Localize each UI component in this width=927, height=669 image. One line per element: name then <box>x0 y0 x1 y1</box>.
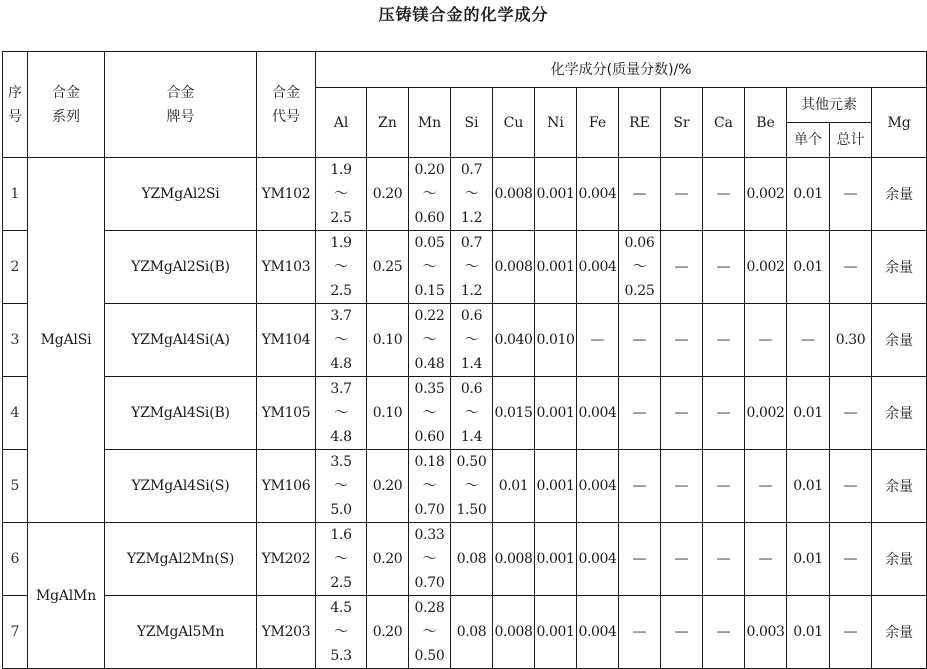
table-row <box>3 304 927 377</box>
other-single-header: 单个 <box>787 123 830 158</box>
cell-cu: 0.008 <box>493 596 535 669</box>
range-min: 3.7 <box>330 308 352 324</box>
cell-be: 0.002 <box>745 231 787 304</box>
range-max: 0.70 <box>414 502 445 518</box>
range-tilde: ～ <box>334 259 348 275</box>
cell-ca: — <box>703 450 745 523</box>
seq-header-line2: 号 <box>8 108 22 125</box>
grade-cell: YZMgAl5Mn <box>105 596 257 669</box>
cell-sr: — <box>661 523 703 596</box>
element-header-zn: Zn <box>367 88 409 158</box>
range-max: 4.8 <box>330 429 352 445</box>
grade-header <box>105 52 257 158</box>
mg-header: Mg <box>872 88 927 158</box>
code-cell: YM106 <box>257 450 316 523</box>
cell-re: — <box>619 596 661 669</box>
cell-re: — <box>619 523 661 596</box>
cell-fe: 0.004 <box>577 596 619 669</box>
cell-be: 0.002 <box>745 377 787 450</box>
cell-mg: 余量 <box>872 231 927 304</box>
cell-mg: 余量 <box>872 377 927 450</box>
cell-mn <box>409 377 451 450</box>
cell-ni: 0.010 <box>535 304 577 377</box>
element-header-be: Be <box>745 88 787 158</box>
range-tilde: ～ <box>334 332 348 348</box>
range-min: 1.9 <box>330 235 352 251</box>
cell-si <box>451 158 493 231</box>
row-seq: 6 <box>3 523 28 596</box>
cell-al <box>316 304 367 377</box>
cell-mg: 余量 <box>872 158 927 231</box>
cell-al <box>316 523 367 596</box>
cell-al <box>316 450 367 523</box>
cell-ni: 0.001 <box>535 523 577 596</box>
grade-cell: YZMgAl2Si(B) <box>105 231 257 304</box>
cell-ni: 0.001 <box>535 158 577 231</box>
range-tilde: ～ <box>422 551 437 567</box>
cell-single: 0.01 <box>787 377 830 450</box>
cell-si: 0.08 <box>451 523 493 596</box>
range-tilde: ～ <box>422 186 437 202</box>
range-max: 0.60 <box>414 429 445 445</box>
cell-fe: 0.004 <box>577 523 619 596</box>
cell-be: 0.003 <box>745 596 787 669</box>
range-tilde: ～ <box>422 332 437 348</box>
cell-ni: 0.001 <box>535 450 577 523</box>
range-tilde: ～ <box>422 405 437 421</box>
cell-mg: 余量 <box>872 304 927 377</box>
range-tilde: ～ <box>632 259 647 275</box>
range-tilde: ～ <box>334 624 348 640</box>
cell-ca: — <box>703 158 745 231</box>
other-total-header: 总计 <box>830 123 872 158</box>
code-cell: YM203 <box>257 596 316 669</box>
cell-mg: 余量 <box>872 523 927 596</box>
cell-mg: 余量 <box>872 596 927 669</box>
cell-zn: 0.20 <box>367 450 409 523</box>
element-header-mn: Mn <box>409 88 451 158</box>
code-cell: YM104 <box>257 304 316 377</box>
cell-ca: — <box>703 304 745 377</box>
cell-cu: 0.008 <box>493 523 535 596</box>
range-tilde: ～ <box>334 478 348 494</box>
code-cell: YM102 <box>257 158 316 231</box>
cell-mn <box>409 304 451 377</box>
cell-single: — <box>787 304 830 377</box>
table-row <box>3 377 927 450</box>
cell-single: 0.01 <box>787 596 830 669</box>
range-min: 0.18 <box>414 454 445 470</box>
cell-mn <box>409 231 451 304</box>
range-tilde: ～ <box>334 186 348 202</box>
range-tilde: ～ <box>464 186 479 202</box>
grade-cell: YZMgAl4Si(S) <box>105 450 257 523</box>
cell-zn: 0.20 <box>367 596 409 669</box>
page-title: 压铸镁合金的化学成分 <box>378 5 549 24</box>
code-header-line2: 代号 <box>272 108 300 125</box>
cell-total: — <box>830 231 872 304</box>
range-tilde: ～ <box>464 259 479 275</box>
cell-re: — <box>619 450 661 523</box>
cell-zn: 0.25 <box>367 231 409 304</box>
cell-zn: 0.20 <box>367 523 409 596</box>
cell-sr: — <box>661 377 703 450</box>
range-max: 0.50 <box>414 648 445 664</box>
grade-cell: YZMgAl2Si <box>105 158 257 231</box>
seq-header-line1: 序 <box>8 84 22 101</box>
range-max: 1.4 <box>460 356 483 372</box>
cell-cu: 0.008 <box>493 158 535 231</box>
range-min: 3.7 <box>330 381 352 397</box>
cell-total: — <box>830 377 872 450</box>
range-max: 1.50 <box>456 502 487 518</box>
series-header-line1: 合金 <box>52 84 80 101</box>
range-tilde: ～ <box>464 478 479 494</box>
cell-al <box>316 596 367 669</box>
cell-sr: — <box>661 231 703 304</box>
cell-ni: 0.001 <box>535 231 577 304</box>
cell-mg: 余量 <box>872 450 927 523</box>
series-header-line2: 系列 <box>52 108 80 125</box>
series-cell: MgAlMn <box>28 523 105 669</box>
cell-ca: — <box>703 377 745 450</box>
cell-be: — <box>745 523 787 596</box>
range-max: 2.5 <box>330 575 352 591</box>
range-max: 2.5 <box>330 210 352 226</box>
range-min: 0.50 <box>456 454 487 470</box>
cell-sr: — <box>661 158 703 231</box>
cell-re: — <box>619 158 661 231</box>
cell-ca: — <box>703 231 745 304</box>
cell-cu: 0.040 <box>493 304 535 377</box>
cell-si <box>451 450 493 523</box>
range-min: 0.05 <box>414 235 445 251</box>
composition-header: 化学成分(质量分数)/% <box>316 52 927 88</box>
range-max: 4.8 <box>330 356 352 372</box>
grade-cell: YZMgAl4Si(A) <box>105 304 257 377</box>
range-min: 3.5 <box>330 454 352 470</box>
cell-cu: 0.008 <box>493 231 535 304</box>
grade-cell: YZMgAl4Si(B) <box>105 377 257 450</box>
cell-total: — <box>830 596 872 669</box>
cell-al <box>316 158 367 231</box>
cell-si <box>451 304 493 377</box>
cell-zn: 0.10 <box>367 304 409 377</box>
element-header-ca: Ca <box>703 88 745 158</box>
grade-cell: YZMgAl2Mn(S) <box>105 523 257 596</box>
range-max: 5.3 <box>330 648 352 664</box>
cell-si <box>451 377 493 450</box>
range-min: 0.28 <box>414 600 445 616</box>
cell-fe: 0.004 <box>577 158 619 231</box>
cell-cu: 0.015 <box>493 377 535 450</box>
range-tilde: ～ <box>422 624 437 640</box>
code-header <box>257 52 316 158</box>
composition-table-body <box>3 158 927 669</box>
cell-sr: — <box>661 596 703 669</box>
cell-al <box>316 377 367 450</box>
range-min: 0.33 <box>414 527 445 543</box>
row-seq: 4 <box>3 377 28 450</box>
cell-fe: 0.004 <box>577 231 619 304</box>
code-header-line1: 合金 <box>272 84 300 101</box>
cell-mn <box>409 158 451 231</box>
cell-re <box>619 231 661 304</box>
range-max: 5.0 <box>330 502 352 518</box>
grade-header-line2: 牌号 <box>166 108 195 125</box>
range-max: 0.15 <box>414 283 445 299</box>
cell-zn: 0.10 <box>367 377 409 450</box>
range-min: 1.9 <box>330 162 352 178</box>
element-header-cu: Cu <box>493 88 535 158</box>
range-min: 4.5 <box>330 600 352 616</box>
row-seq: 1 <box>3 158 28 231</box>
range-tilde: ～ <box>422 259 437 275</box>
cell-ca: — <box>703 596 745 669</box>
range-max: 0.48 <box>414 356 445 372</box>
cell-mn <box>409 450 451 523</box>
cell-single: 0.01 <box>787 158 830 231</box>
range-min: 0.06 <box>624 235 655 251</box>
element-header-si: Si <box>451 88 493 158</box>
range-max: 0.60 <box>414 210 445 226</box>
grade-header-line1: 合金 <box>166 84 195 101</box>
table-row <box>3 596 927 669</box>
cell-total: — <box>830 450 872 523</box>
cell-total: — <box>830 158 872 231</box>
row-seq: 7 <box>3 596 28 669</box>
range-max: 0.70 <box>414 575 445 591</box>
cell-sr: — <box>661 304 703 377</box>
seq-header <box>3 52 28 158</box>
range-tilde: ～ <box>422 478 437 494</box>
range-min: 0.6 <box>460 308 483 324</box>
cell-fe: 0.004 <box>577 377 619 450</box>
row-seq: 2 <box>3 231 28 304</box>
cell-fe: — <box>577 304 619 377</box>
range-max: 2.5 <box>330 283 352 299</box>
range-min: 0.7 <box>460 162 483 178</box>
cell-re: — <box>619 377 661 450</box>
range-tilde: ～ <box>464 332 479 348</box>
cell-fe: 0.004 <box>577 450 619 523</box>
cell-ca: — <box>703 523 745 596</box>
cell-cu: 0.01 <box>493 450 535 523</box>
element-header-fe: Fe <box>577 88 619 158</box>
range-tilde: ～ <box>464 405 479 421</box>
table-row <box>3 450 927 523</box>
cell-si: 0.08 <box>451 596 493 669</box>
cell-be: — <box>745 450 787 523</box>
range-max: 1.4 <box>460 429 483 445</box>
element-header-ni: Ni <box>535 88 577 158</box>
element-header-sr: Sr <box>661 88 703 158</box>
series-cell: MgAlSi <box>28 158 105 523</box>
other-elements-header: 其他元素 <box>787 88 872 123</box>
cell-total: 0.30 <box>830 304 872 377</box>
range-min: 0.22 <box>414 308 445 324</box>
range-min: 0.7 <box>460 235 483 251</box>
cell-single: 0.01 <box>787 523 830 596</box>
range-min: 1.6 <box>330 527 352 543</box>
element-header-re: RE <box>619 88 661 158</box>
code-cell: YM103 <box>257 231 316 304</box>
cell-si <box>451 231 493 304</box>
range-max: 1.2 <box>460 283 483 299</box>
cell-be: 0.002 <box>745 158 787 231</box>
range-min: 0.6 <box>460 381 483 397</box>
row-seq: 3 <box>3 304 28 377</box>
range-min: 0.35 <box>414 381 445 397</box>
range-tilde: ～ <box>334 405 348 421</box>
cell-al <box>316 231 367 304</box>
code-cell: YM202 <box>257 523 316 596</box>
cell-sr: — <box>661 450 703 523</box>
range-max: 0.25 <box>624 283 655 299</box>
table-row <box>3 231 927 304</box>
cell-ni: 0.001 <box>535 377 577 450</box>
code-cell: YM105 <box>257 377 316 450</box>
cell-total: — <box>830 523 872 596</box>
composition-table <box>2 51 927 669</box>
range-max: 1.2 <box>460 210 483 226</box>
table-row <box>3 158 927 231</box>
cell-single: 0.01 <box>787 450 830 523</box>
cell-single: 0.01 <box>787 231 830 304</box>
cell-ni: 0.001 <box>535 596 577 669</box>
cell-zn: 0.20 <box>367 158 409 231</box>
row-seq: 5 <box>3 450 28 523</box>
cell-be: — <box>745 304 787 377</box>
series-header <box>28 52 105 158</box>
cell-mn <box>409 523 451 596</box>
range-min: 0.20 <box>414 162 445 178</box>
cell-re: — <box>619 304 661 377</box>
element-header-al: Al <box>316 88 367 158</box>
cell-mn <box>409 596 451 669</box>
table-row <box>3 523 927 596</box>
range-tilde: ～ <box>334 551 348 567</box>
